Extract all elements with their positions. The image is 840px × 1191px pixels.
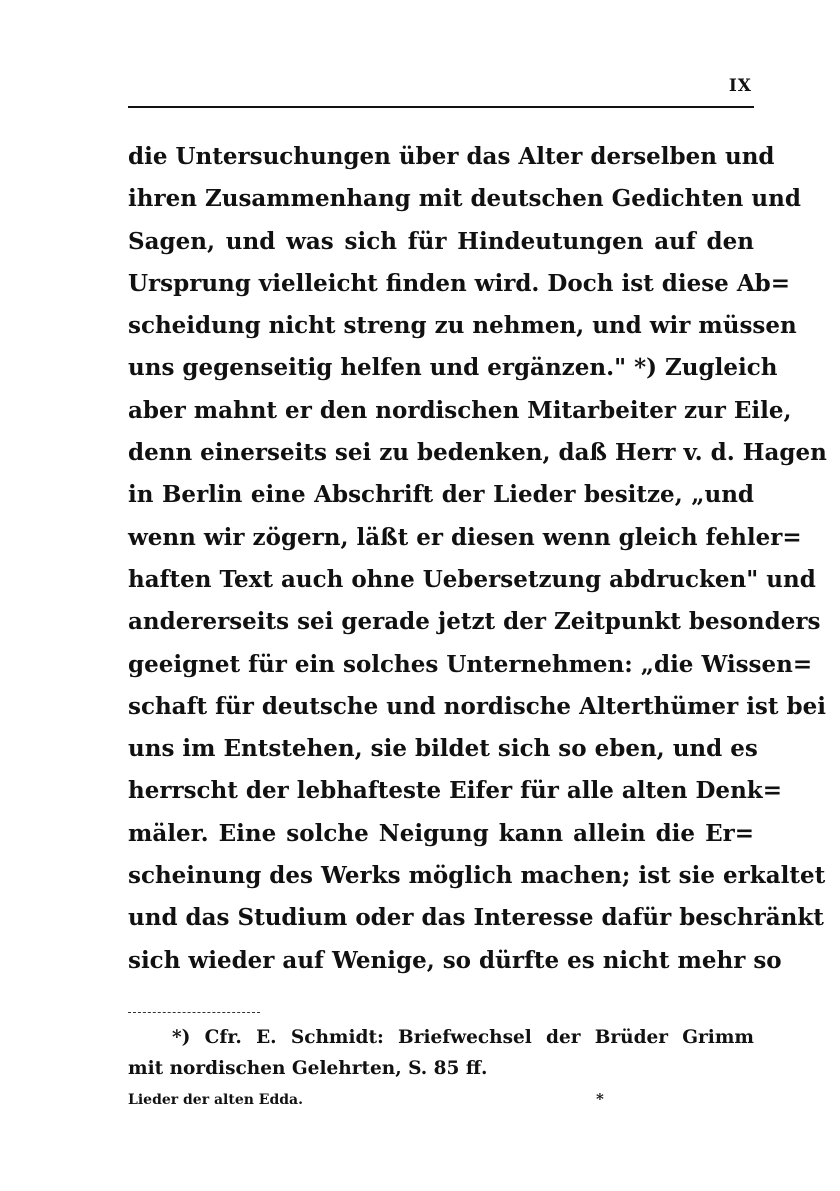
text-line: und das Studium oder das Interesse dafür beschränkt	[128, 904, 824, 932]
text-line: andererseits sei gerade jetzt der Zeitpunkt besonders	[128, 608, 821, 636]
text-line: wenn wir zögern, läßt er diesen wenn gleich fehler=	[128, 523, 802, 551]
text-line: haften Text auch ohne Uebersetzung abdrucken" und	[128, 565, 816, 593]
body-text	[128, 136, 827, 982]
signature-mark: *	[596, 1090, 604, 1108]
text-line: ihren Zusammenhang mit deutschen Gedichten und	[128, 185, 801, 213]
text-line: uns gegenseitig helfen und ergänzen." *) Zugleich	[128, 354, 778, 382]
footnote	[128, 1022, 754, 1084]
text-line: uns im Entstehen, sie bildet sich so eben, und es	[128, 735, 758, 763]
text-line: denn einerseits sei zu bedenken, daß Herr v. d. Hagen	[128, 439, 827, 467]
footnote-line: mit nordischen Gelehrten, S. 85 ff.	[128, 1058, 488, 1079]
header-rule	[128, 106, 754, 108]
text-line: geeignet für ein solches Unternehmen: „die Wissen=	[128, 650, 813, 678]
signature-line: Lieder der alten Edda.	[128, 1092, 303, 1108]
text-line: sich wieder auf Wenige, so dürfte es nicht mehr so	[128, 946, 782, 974]
text-line: scheinung des Werks möglich machen; ist sie erkaltet	[128, 862, 826, 890]
text-line: Ursprung vielleicht finden wird. Doch ist diese Ab=	[128, 269, 791, 297]
text-line: die Untersuchungen über das Alter derselben und	[128, 143, 775, 170]
footnote-rule	[128, 1012, 260, 1013]
text-line: mäler. Eine solche Neigung kann allein die Er=	[128, 819, 754, 847]
footnote-line: *) Cfr. E. Schmidt: Briefwechsel der Brüder Grimm	[172, 1027, 754, 1048]
text-line: Sagen, und was sich für Hindeutungen auf den	[128, 227, 754, 255]
text-line: aber mahnt er den nordischen Mitarbeiter zur Eile,	[128, 396, 792, 424]
text-line: schaft für deutsche und nordische Alterthümer ist bei	[128, 692, 826, 720]
text-line: scheidung nicht streng zu nehmen, und wir müssen	[128, 312, 797, 340]
text-line: herrscht der lebhafteste Eifer für alle alten Denk=	[128, 777, 782, 805]
text-line: in Berlin eine Abschrift der Lieder besitze, „und	[128, 481, 754, 509]
page-number: IX	[728, 76, 752, 96]
